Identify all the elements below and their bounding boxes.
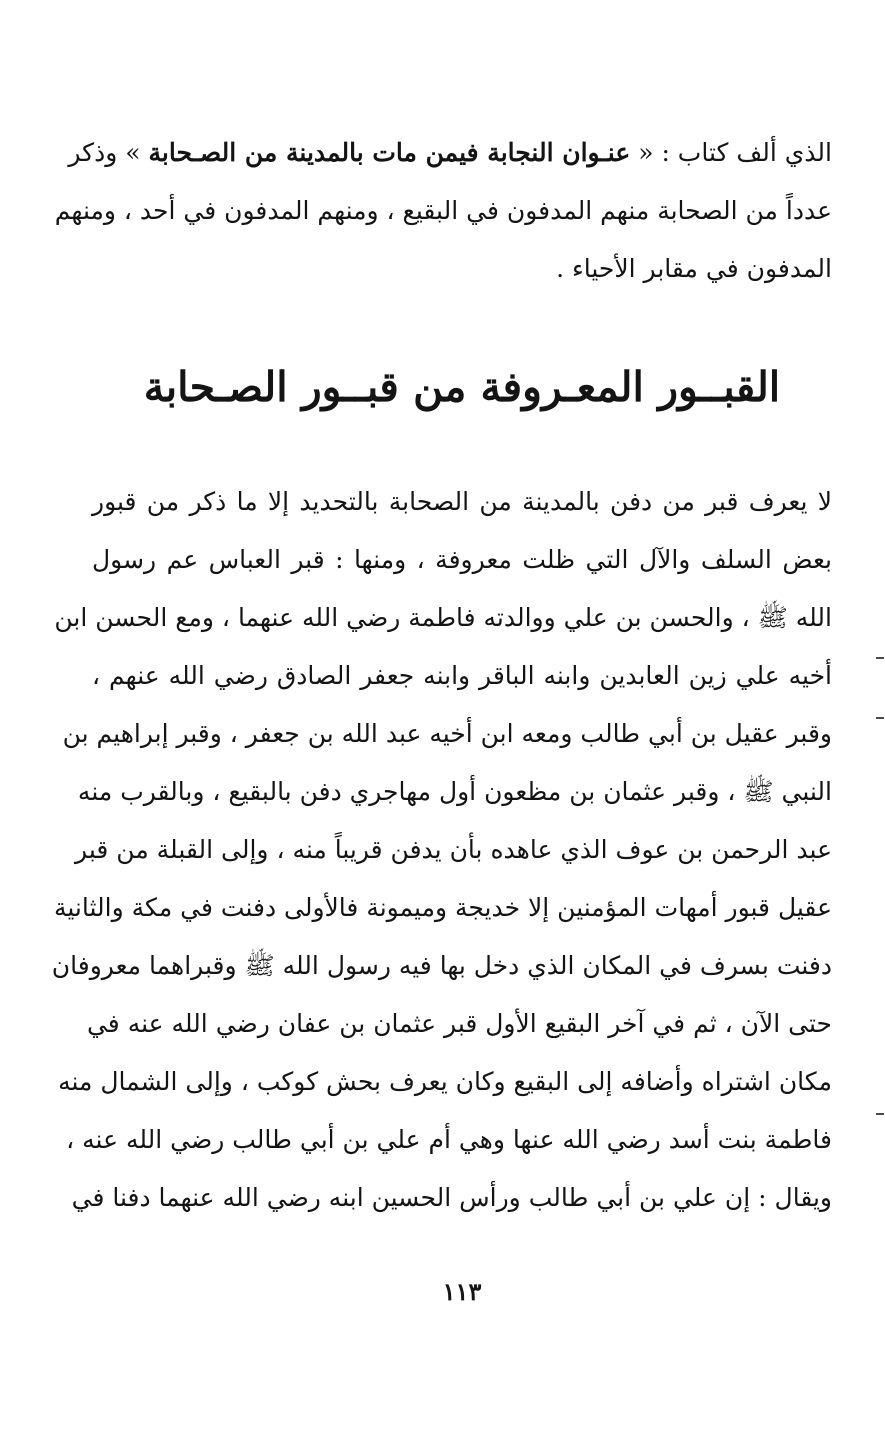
body-line-4: أخيه علي زين العابدين وابنه الباقر وابنه جعفر الصادق رضي الله عنهم ،	[92, 661, 832, 690]
body-line-5: وقبر عقيل بن أبي طالب ومعه ابن أخيه عبد الله بن جعفر ، وقبر إبراهيم بن	[62, 719, 832, 748]
body-line-7: عبد الرحمن بن عوف الذي عاهده بأن يدفن قريباً منه ، وإلى القبلة من قبر	[75, 835, 832, 864]
body-line-3: الله ﷺ ، والحسن بن علي ووالدته فاطمة رضي الله عنهما ، ومع الحسن ابن	[54, 603, 832, 632]
margin-mark	[876, 1113, 884, 1115]
book-title: عنـوان النجابة فيمن مات بالمدينة من الصـحابة	[148, 138, 631, 167]
body-line-10: حتى الآن ، ثم في آخر البقيع الأول قبر عثمان بن عفان رضي الله عنه في	[86, 1009, 832, 1038]
body-line-9: دفنت بسرف في المكان الذي دخل بها فيه رسول الله ﷺ وقبراهما معروفان	[51, 951, 832, 980]
intro-line-1-before: الذي ألف كتاب : «	[630, 138, 832, 167]
section-heading: القبــور المعـروفة من قبــور الصـحابة	[143, 363, 781, 411]
body-line-13: ويقال : إن علي بن أبي طالب ورأس الحسين ابنه رضي الله عنهما دفنا في	[71, 1183, 832, 1212]
body-line-6: النبي ﷺ ، وقبر عثمان بن مظعون أول مهاجري دفن بالبقيع ، وبالقرب منه	[77, 777, 832, 806]
intro-line-1	[68, 131, 832, 175]
intro-line-1-after: » وذكر	[68, 138, 149, 167]
margin-mark	[876, 657, 884, 659]
intro-line-3: المدفون في مقابر الأحياء .	[556, 254, 832, 283]
body-line-12: فاطمة بنت أسد رضي الله عنها وهي أم علي بن أبي طالب رضي الله عنه ،	[66, 1125, 832, 1154]
intro-line-2: عدداً من الصحابة منهم المدفون في البقيع ، ومنهم المدفون في أحد ، ومنهم	[54, 196, 832, 225]
body-line-2: بعض السلف والآل التي ظلت معروفة ، ومنها : قبر العباس عم رسول	[92, 545, 832, 574]
body-line-1: لا يعرف قبر من دفن بالمدينة من الصحابة بالتحديد إلا ما ذكر من قبور	[92, 487, 832, 516]
body-line-8: عقيل قبور أمهات المؤمنين إلا خديجة وميمونة فالأولى دفنت في مكة والثانية	[53, 893, 832, 922]
margin-mark	[876, 717, 884, 719]
body-line-11: مكان اشتراه وأضافه إلى البقيع وكان يعرف بحش كوكب ، وإلى الشمال منه	[58, 1067, 832, 1096]
page-number: ١١٣	[442, 1277, 482, 1306]
